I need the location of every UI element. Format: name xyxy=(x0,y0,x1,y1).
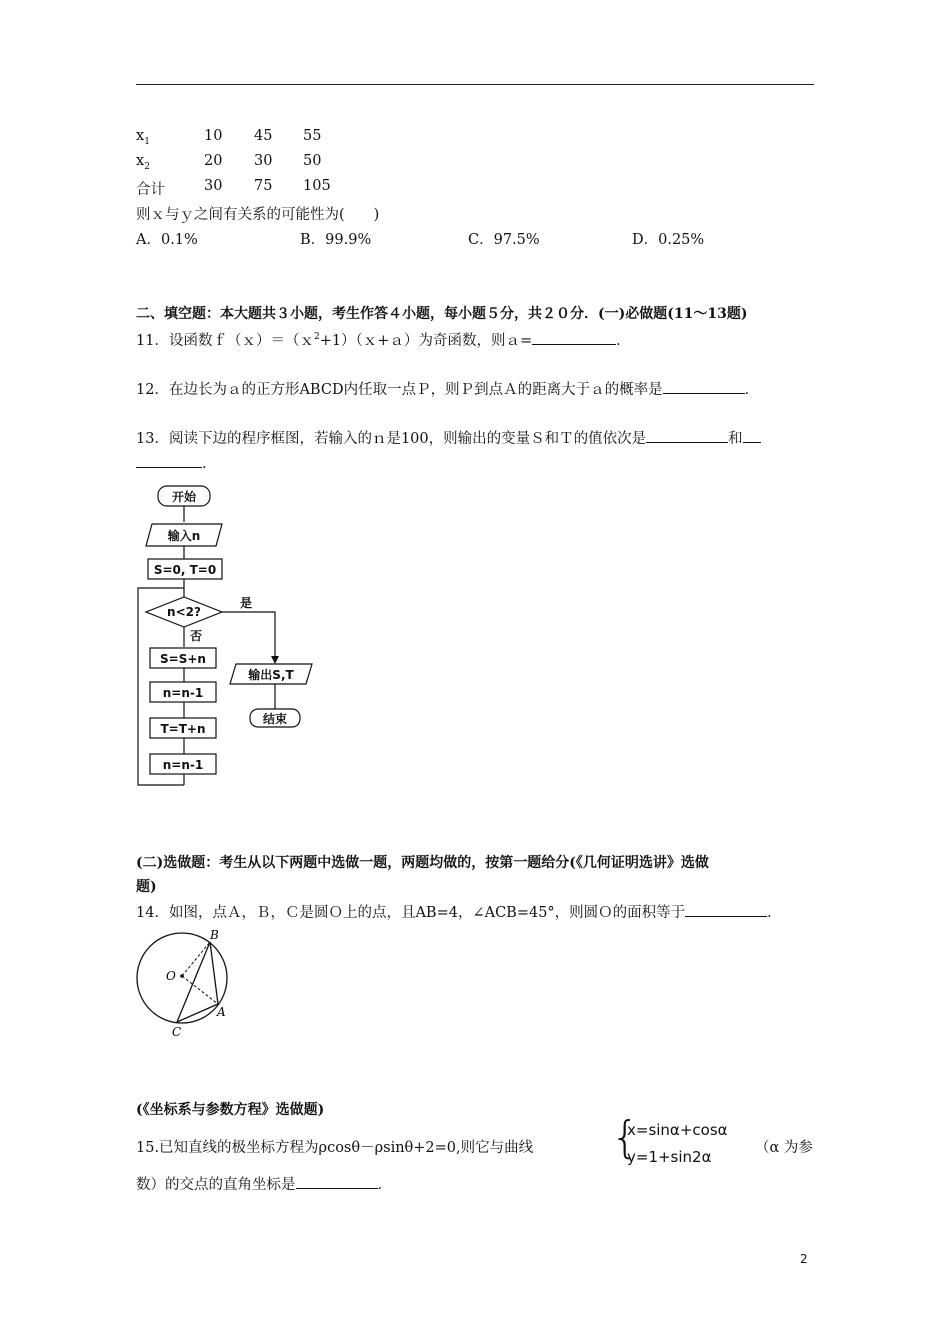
q10-option-d: D．0.25% xyxy=(632,232,705,248)
table-cell: 30 xyxy=(254,153,273,169)
label-b: B xyxy=(210,928,219,942)
fc-step1-text: S=S+n xyxy=(160,652,206,666)
q13-text: 13．阅读下边的程序框图，若输入的ｎ是100，则输出的变量Ｓ和Ｔ的值依次是 xyxy=(136,431,647,447)
section-optional-header-line1: (二)选做题：考生从以下两题中选做一题，两题均做的，按第一题给分(《几何证明选讲》选做 xyxy=(136,855,709,871)
table-row-label: $x_1$ xyxy=(136,128,150,147)
q11-end: ． xyxy=(616,333,631,349)
q11 xyxy=(136,329,631,350)
fc-start-text: 开始 xyxy=(171,490,197,504)
q13-and: 和 xyxy=(728,431,743,447)
table-cell: 50 xyxy=(303,153,322,169)
section-optional-header-line2: 题) xyxy=(136,879,157,895)
q10-option-a: A．0.1% xyxy=(136,232,198,248)
q11-answer-blank[interactable] xyxy=(532,330,616,345)
section2-header: 二、填空题：本大题共３小题，考生作答４小题，每小题５分，共２０分．(一)必做题(11～13题) xyxy=(136,306,748,322)
table-cell: 10 xyxy=(204,128,223,144)
q10-stem: 则ｘ与ｙ之间有关系的可能性为( ) xyxy=(136,207,380,223)
q14-answer-blank[interactable] xyxy=(685,902,767,917)
q11-post: +1）（ｘ+ａ）为奇函数，则ａ= xyxy=(319,333,533,349)
fc-no-label: 否 xyxy=(190,629,203,643)
table-cell: 55 xyxy=(303,128,322,144)
q15-answer-blank[interactable] xyxy=(296,1174,378,1189)
table-cell: 45 xyxy=(254,128,273,144)
q12-end: ． xyxy=(744,382,760,398)
q11-sup: 2 xyxy=(313,332,320,343)
table-cell: 30 xyxy=(204,178,223,194)
page-number: 2 xyxy=(800,1252,808,1266)
fc-decision-text: n<2? xyxy=(167,605,201,619)
q15-end: ． xyxy=(377,1177,392,1193)
fc-step2-text: n=n-1 xyxy=(162,686,204,700)
fc-output-text: 输出S,T xyxy=(248,668,294,682)
table-cell: 105 xyxy=(303,178,331,194)
q13 xyxy=(136,427,761,448)
table-row-label: 合计 xyxy=(136,182,165,198)
q13-line2 xyxy=(136,452,217,473)
q10-option-b: B．99.9% xyxy=(300,232,372,248)
fc-yes-label: 是 xyxy=(240,596,253,610)
q13-answer-blank-s[interactable] xyxy=(646,428,728,443)
q11-pre: 11．设函数ｆ（ｘ）＝（ｘ xyxy=(136,333,314,349)
header-rule xyxy=(136,84,814,85)
q15-line2 xyxy=(136,1173,392,1194)
q15-pre: 15.已知直线的极坐标方程为ρcosθ－ρsinθ+2=0,则它与曲线 xyxy=(136,1140,534,1156)
q12-answer-blank[interactable] xyxy=(663,379,745,394)
q15-brace: { xyxy=(611,1112,639,1163)
label-a: A xyxy=(217,1005,226,1019)
q12 xyxy=(136,378,759,399)
fc-step3-text: T=T+n xyxy=(160,722,206,736)
label-o: O xyxy=(166,969,176,983)
fc-input-text: 输入n xyxy=(167,529,201,543)
q13-end: ． xyxy=(202,456,217,472)
q15-eq1: x=sinα+cosα xyxy=(627,1121,728,1139)
q14-text: 14．如图，点Ａ，Ｂ，Ｃ是圆Ｏ上的点，且AB=4，∠ACB=45°，则圆Ｏ的面积等于 xyxy=(136,905,686,921)
q15-line2-text: 数）的交点的直角坐标是 xyxy=(136,1177,296,1193)
table-cell: 20 xyxy=(204,153,223,169)
q15-post: （α 为参 xyxy=(755,1140,813,1156)
q13-answer-blank-t-start[interactable] xyxy=(743,428,761,443)
fc-end-text: 结束 xyxy=(262,712,288,726)
fc-init-text: S=0, T=0 xyxy=(153,563,217,577)
q12-text: 12．在边长为ａ的正方形ABCD内任取一点Ｐ，则Ｐ到点Ａ的距离大于ａ的概率是 xyxy=(136,382,663,398)
table-row-label: $x_2$ xyxy=(136,153,150,172)
fc-step4-text: n=n-1 xyxy=(162,758,204,772)
program-flowchart xyxy=(130,482,330,787)
table-cell: 75 xyxy=(254,178,273,194)
q14 xyxy=(136,901,782,922)
section-coord-header: (《坐标系与参数方程》选做题) xyxy=(136,1102,325,1118)
label-c: C xyxy=(172,1025,182,1039)
q14-end: ． xyxy=(767,905,782,921)
q13-answer-blank-t[interactable] xyxy=(136,453,202,468)
q10-option-c: C．97.5% xyxy=(468,232,540,248)
circle-figure xyxy=(130,926,240,1041)
q15-eq2: y=1+sin2α xyxy=(627,1148,712,1166)
